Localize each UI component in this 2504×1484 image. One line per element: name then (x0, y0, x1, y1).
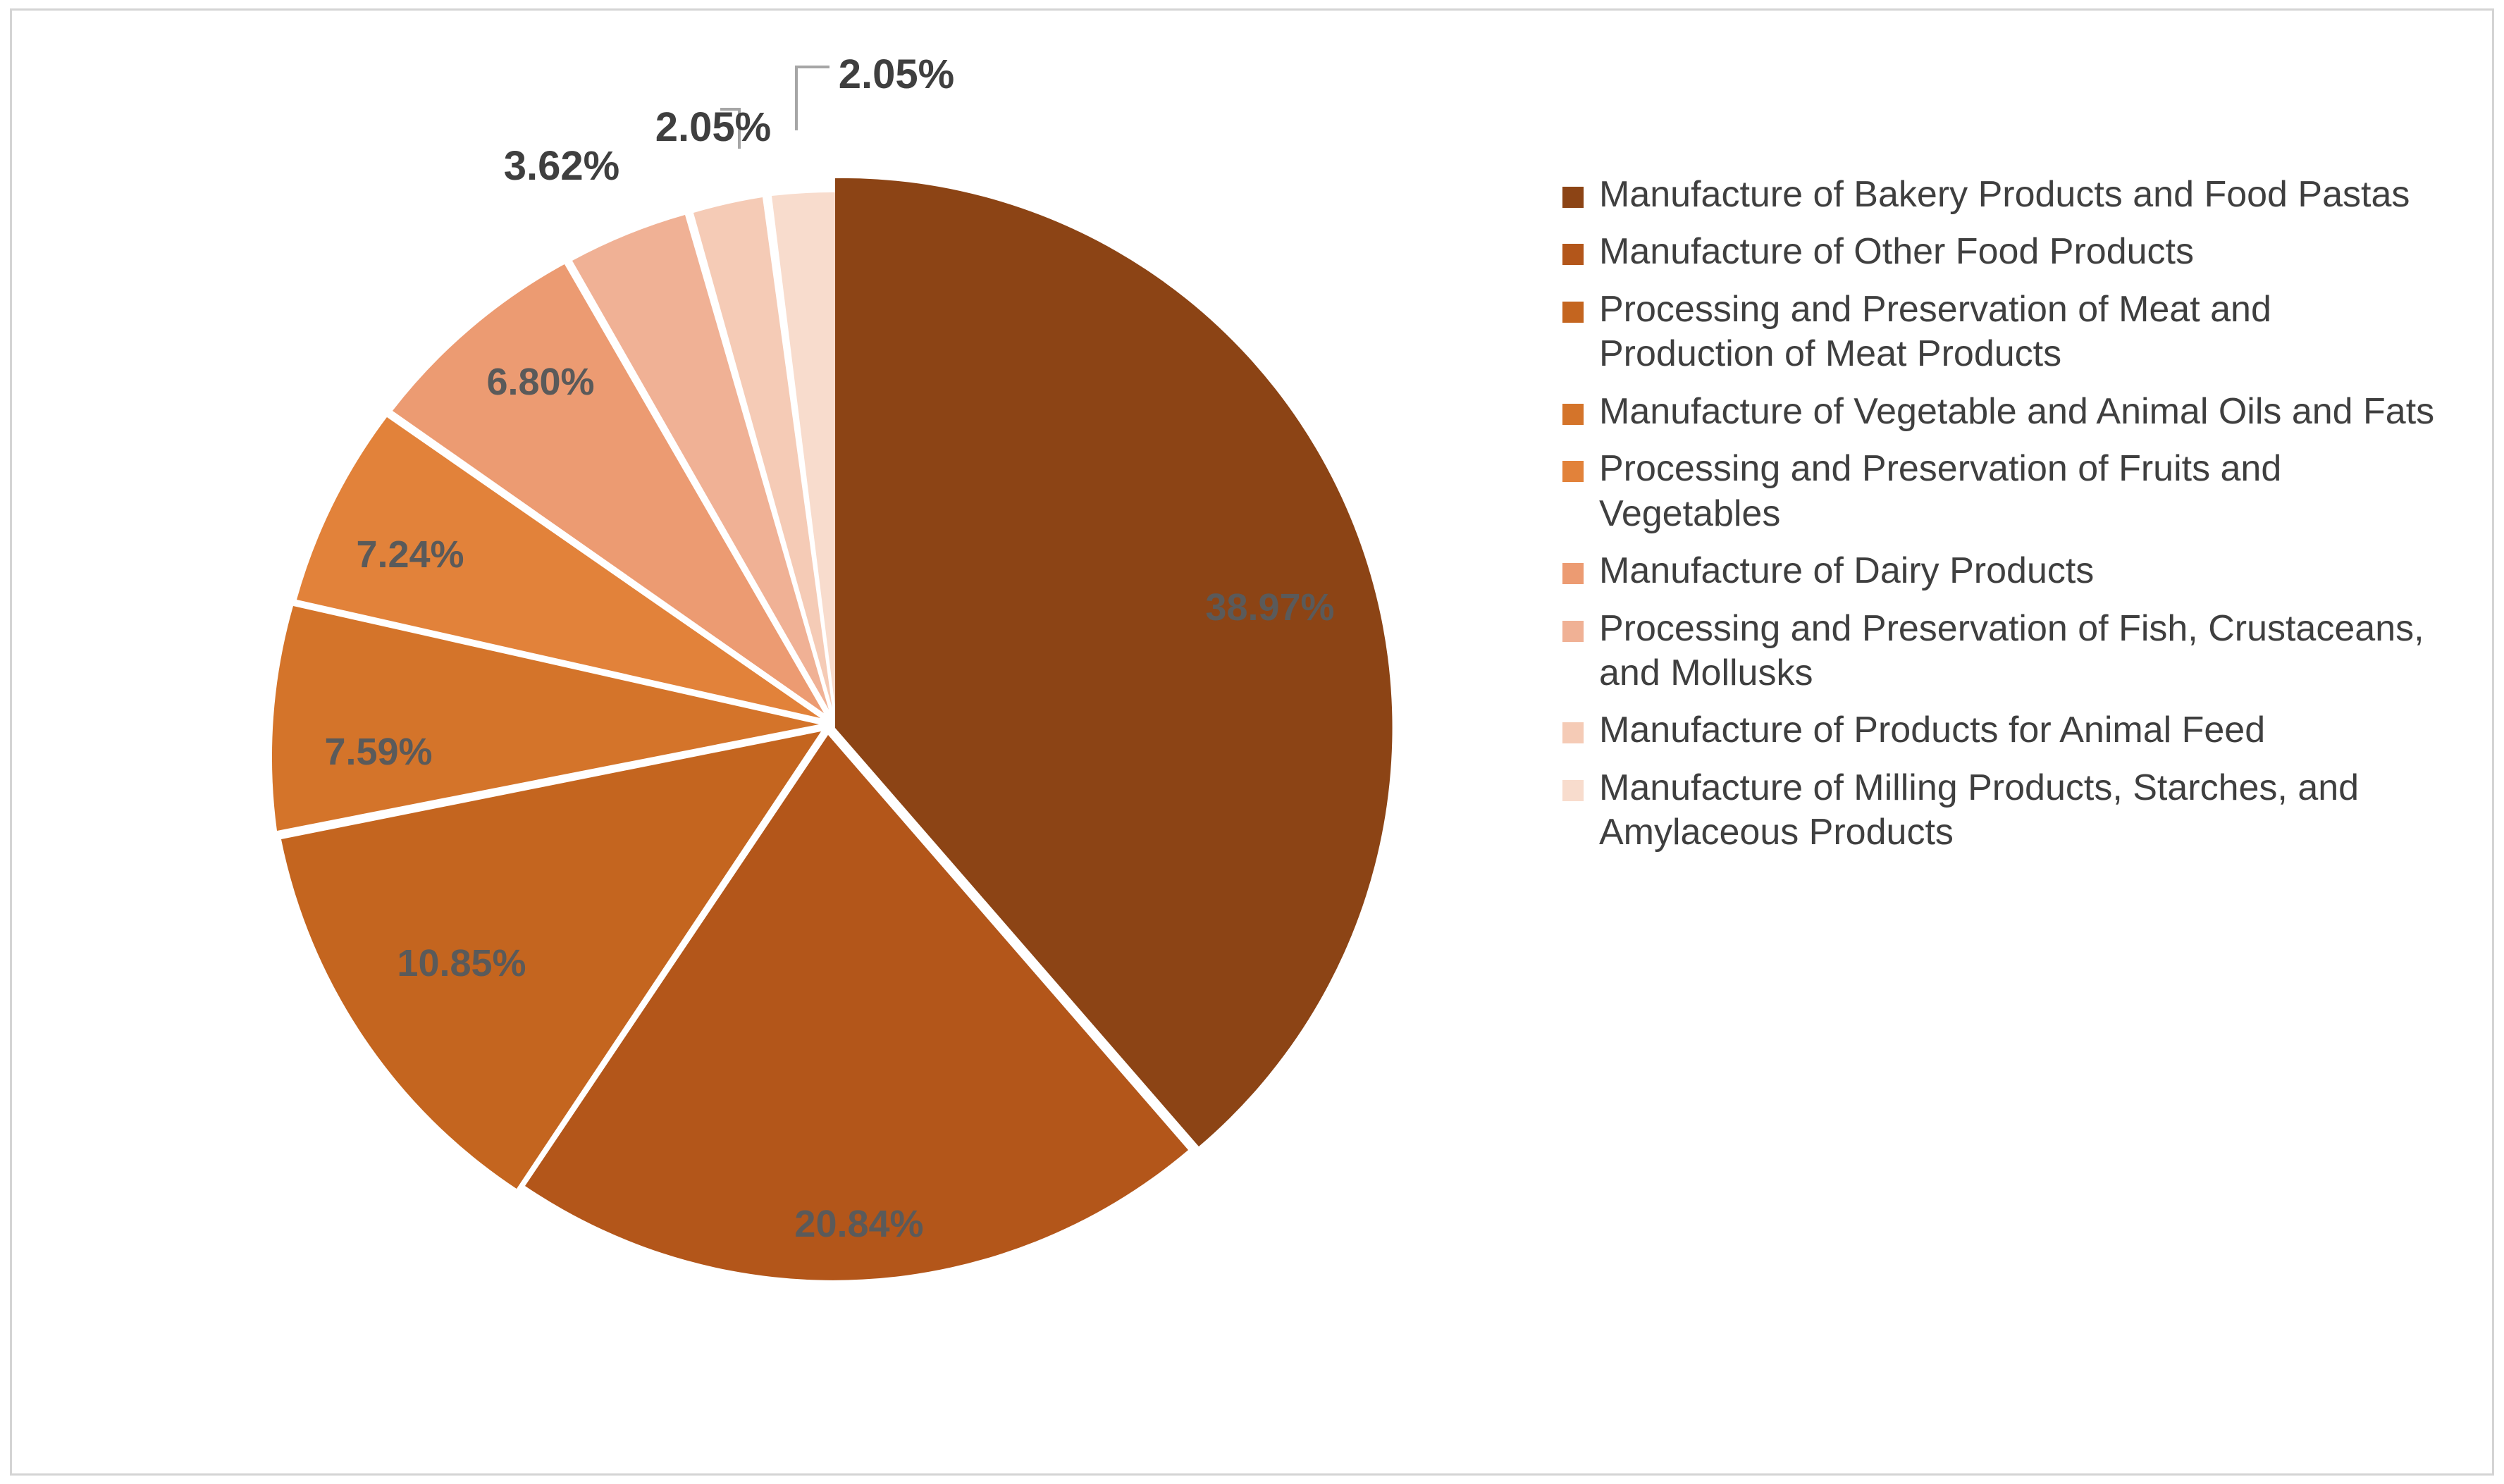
chart-frame (10, 8, 2494, 1476)
chart-legend (1562, 173, 2450, 868)
slice-value-label-0: 38.97% (1205, 586, 1335, 629)
legend-swatch-icon (1562, 302, 1584, 323)
legend-item-label: Manufacture of Milling Products, Starches, and Amylaceous Products (1599, 767, 2360, 853)
legend-item[interactable] (1562, 549, 2450, 593)
slice-value-label-4: 7.24% (356, 533, 464, 576)
legend-item-label: Processing and Preservation of Fruits and Vegetables (1599, 448, 2282, 534)
slice-value-label-8: 2.05% (838, 51, 955, 97)
leader-line-8 (796, 67, 829, 130)
legend-swatch-icon (1562, 461, 1584, 482)
legend-swatch-icon (1562, 780, 1584, 801)
legend-item[interactable] (1562, 708, 2450, 753)
legend-item[interactable] (1562, 607, 2450, 696)
legend-item-label: Manufacture of Vegetable and Animal Oils and Fats (1599, 390, 2435, 432)
legend-item[interactable] (1562, 390, 2450, 434)
pie-chart-svg (12, 11, 1548, 1462)
legend-swatch-icon (1562, 187, 1584, 208)
legend-swatch-icon (1562, 621, 1584, 642)
legend-item[interactable] (1562, 447, 2450, 536)
pie-chart-area (12, 11, 1548, 1473)
legend-item-label: Manufacture of Dairy Products (1599, 550, 2095, 592)
legend-swatch-icon (1562, 722, 1584, 743)
legend-item[interactable] (1562, 230, 2450, 274)
slice-value-label-7: 2.05% (655, 104, 772, 150)
legend-item[interactable] (1562, 287, 2450, 377)
slice-value-label-1: 20.84% (794, 1203, 924, 1245)
legend-swatch-icon (1562, 563, 1584, 584)
legend-item-label: Processing and Preservation of Meat and Production of Meat Products (1599, 288, 2271, 375)
legend-item-label: Manufacture of Bakery Products and Food Pastas (1599, 174, 2410, 215)
legend-item-label: Processing and Preservation of Fish, Crustaceans, and Mollusks (1599, 607, 2424, 693)
slice-value-label-5: 6.80% (486, 361, 595, 403)
legend-item-label: Manufacture of Products for Animal Feed (1599, 710, 2266, 751)
legend-item[interactable] (1562, 173, 2450, 217)
legend-item[interactable] (1562, 766, 2450, 855)
slice-value-label-3: 7.59% (324, 731, 433, 773)
slice-value-label-2: 10.85% (397, 942, 526, 984)
slice-value-label-6: 3.62% (503, 143, 620, 189)
legend-swatch-icon (1562, 404, 1584, 425)
legend-swatch-icon (1562, 244, 1584, 265)
legend-item-label: Manufacture of Other Food Products (1599, 231, 2194, 273)
